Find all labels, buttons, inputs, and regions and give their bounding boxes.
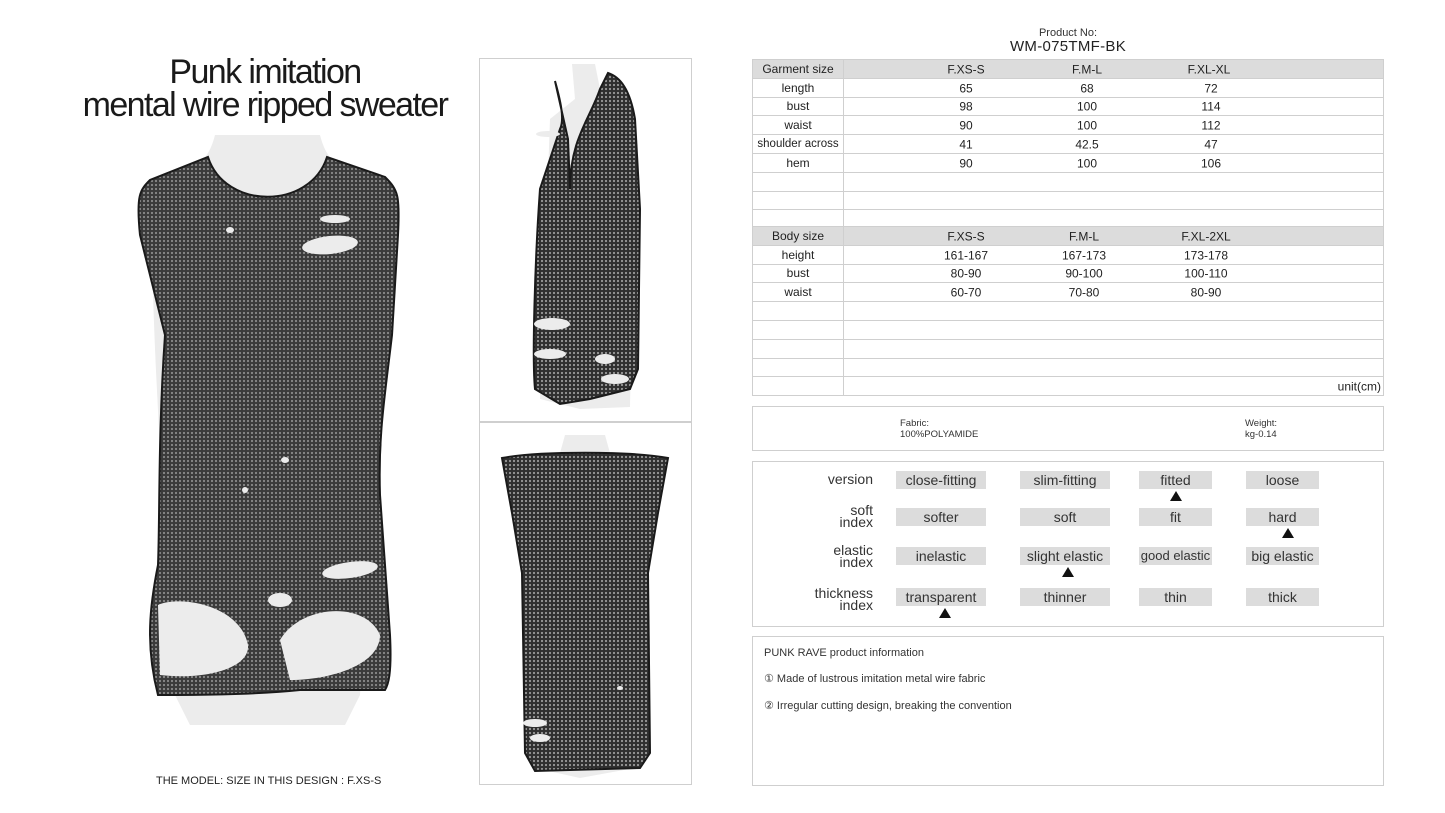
table-row [753, 264, 1384, 283]
table-row [753, 116, 1384, 135]
product-no-value: WM-075TMF-BK [1009, 38, 1127, 55]
empty-row [753, 302, 1384, 321]
side-product-photo [480, 59, 691, 421]
table-cell: 100-110 [1184, 267, 1228, 282]
empty-row [753, 191, 1384, 210]
weight-label: Weight: [1245, 418, 1278, 429]
row-label: waist [753, 283, 844, 302]
table-cell: 80-90 [950, 267, 982, 282]
table-cell: 100 [1076, 100, 1098, 115]
elastic-option: inelastic [896, 547, 986, 565]
version-option: loose [1246, 471, 1319, 489]
product-no-label: Product No: [1038, 27, 1098, 39]
column-header: F.XL-2XL [1181, 229, 1231, 244]
version-indicator-icon [1170, 491, 1182, 501]
table-row [753, 78, 1384, 97]
table-cell: 68 [1080, 81, 1094, 96]
table-cell: 70-80 [1068, 285, 1100, 300]
table-row [753, 97, 1384, 116]
table-cell: 72 [1204, 81, 1218, 96]
thickness-indicator-icon [939, 608, 951, 618]
row-label: bust [753, 264, 844, 283]
table-cell: 42.5 [1075, 137, 1099, 152]
unit-row [753, 377, 1384, 396]
table-cell: 106 [1200, 156, 1222, 171]
table-cell: 90 [959, 156, 973, 171]
elastic-option: good elastic [1140, 548, 1211, 563]
row-label: length [753, 78, 844, 97]
soft-option: softer [896, 508, 986, 526]
table-cell: 114 [1201, 100, 1221, 115]
row-label: hem [753, 153, 844, 172]
table-cell: 112 [1201, 118, 1221, 133]
info-title: PUNK RAVE product information [764, 647, 924, 659]
soft-option: soft [1020, 508, 1110, 526]
table-cell: 41 [959, 137, 973, 152]
info-line-1: ① Made of lustrous imitation metal wire fabric [764, 673, 986, 685]
fabric-info-box [752, 406, 1384, 451]
garment-size-table [752, 59, 1384, 229]
front-product-photo [130, 135, 405, 725]
table-cell: 90 [959, 118, 973, 133]
title-line-1: Punk imitation [169, 53, 361, 91]
version-option: slim-fitting [1020, 471, 1110, 489]
elastic-indicator-icon [1062, 567, 1074, 577]
soft-indicator-icon [1282, 528, 1294, 538]
product-info-box [752, 636, 1384, 786]
empty-row [753, 358, 1384, 377]
attribute-index-box [752, 461, 1384, 627]
version-label: version [827, 471, 873, 487]
model-size-note: THE MODEL: SIZE IN THIS DESIGN : F.XS-S [156, 775, 382, 787]
side-photo-frame [479, 58, 692, 422]
column-header: F.XL-XL [1187, 62, 1231, 77]
garment-size-header: Garment size [753, 60, 844, 79]
thickness-option: thinner [1020, 588, 1110, 606]
table-row [753, 153, 1384, 172]
elastic-option: big elastic [1246, 547, 1319, 565]
product-title [60, 53, 470, 124]
back-photo-frame [479, 422, 692, 785]
soft-index-label: soft index [839, 502, 873, 530]
table-cell: 60-70 [950, 285, 982, 300]
column-header: F.XS-S [947, 62, 985, 77]
table-row [753, 283, 1384, 302]
table-cell: 173-178 [1183, 248, 1229, 263]
fabric-label: Fabric: [900, 418, 930, 429]
row-label: bust [753, 97, 844, 116]
soft-option: hard [1246, 508, 1319, 526]
column-header: F.M-L [1072, 62, 1102, 77]
weight-value: kg-0.14 [1245, 429, 1277, 440]
elastic-index-label: elastic index [833, 542, 873, 570]
table-cell: 100 [1076, 118, 1098, 133]
empty-row [753, 339, 1384, 358]
unit-label: unit(cm) [1337, 379, 1381, 394]
version-option: fitted [1139, 471, 1212, 489]
row-label: shoulder across [753, 135, 844, 154]
fabric-value: 100%POLYAMIDE [900, 429, 979, 440]
thickness-option: thick [1246, 588, 1319, 606]
body-size-header: Body size [753, 227, 844, 246]
elastic-option: slight elastic [1020, 547, 1110, 565]
table-cell: 167-173 [1061, 248, 1107, 263]
table-cell: 90-100 [1065, 267, 1103, 282]
body-size-table [752, 226, 1384, 396]
table-cell: 65 [959, 81, 973, 96]
table-header-row [753, 60, 1384, 79]
thickness-index-label: thickness index [814, 585, 873, 613]
version-option: close-fitting [896, 471, 986, 489]
table-header-row [753, 227, 1384, 246]
table-cell: 161-167 [943, 248, 989, 263]
table-cell: 47 [1204, 137, 1218, 152]
empty-row [753, 172, 1384, 191]
title-line-2: mental wire ripped sweater [82, 86, 448, 124]
table-cell: 98 [959, 100, 973, 115]
table-row [753, 135, 1384, 154]
thickness-option: transparent [896, 588, 986, 606]
column-header: F.XS-S [947, 229, 985, 244]
empty-row [753, 320, 1384, 339]
row-label: height [753, 245, 844, 264]
table-row [753, 245, 1384, 264]
table-cell: 100 [1076, 156, 1098, 171]
column-header: F.M-L [1069, 229, 1099, 244]
back-product-photo [480, 423, 691, 784]
soft-option: fit [1139, 508, 1212, 526]
table-cell: 80-90 [1190, 285, 1222, 300]
row-label: waist [753, 116, 844, 135]
info-line-2: ② Irregular cutting design, breaking the convention [764, 700, 1012, 712]
thickness-option: thin [1139, 588, 1212, 606]
